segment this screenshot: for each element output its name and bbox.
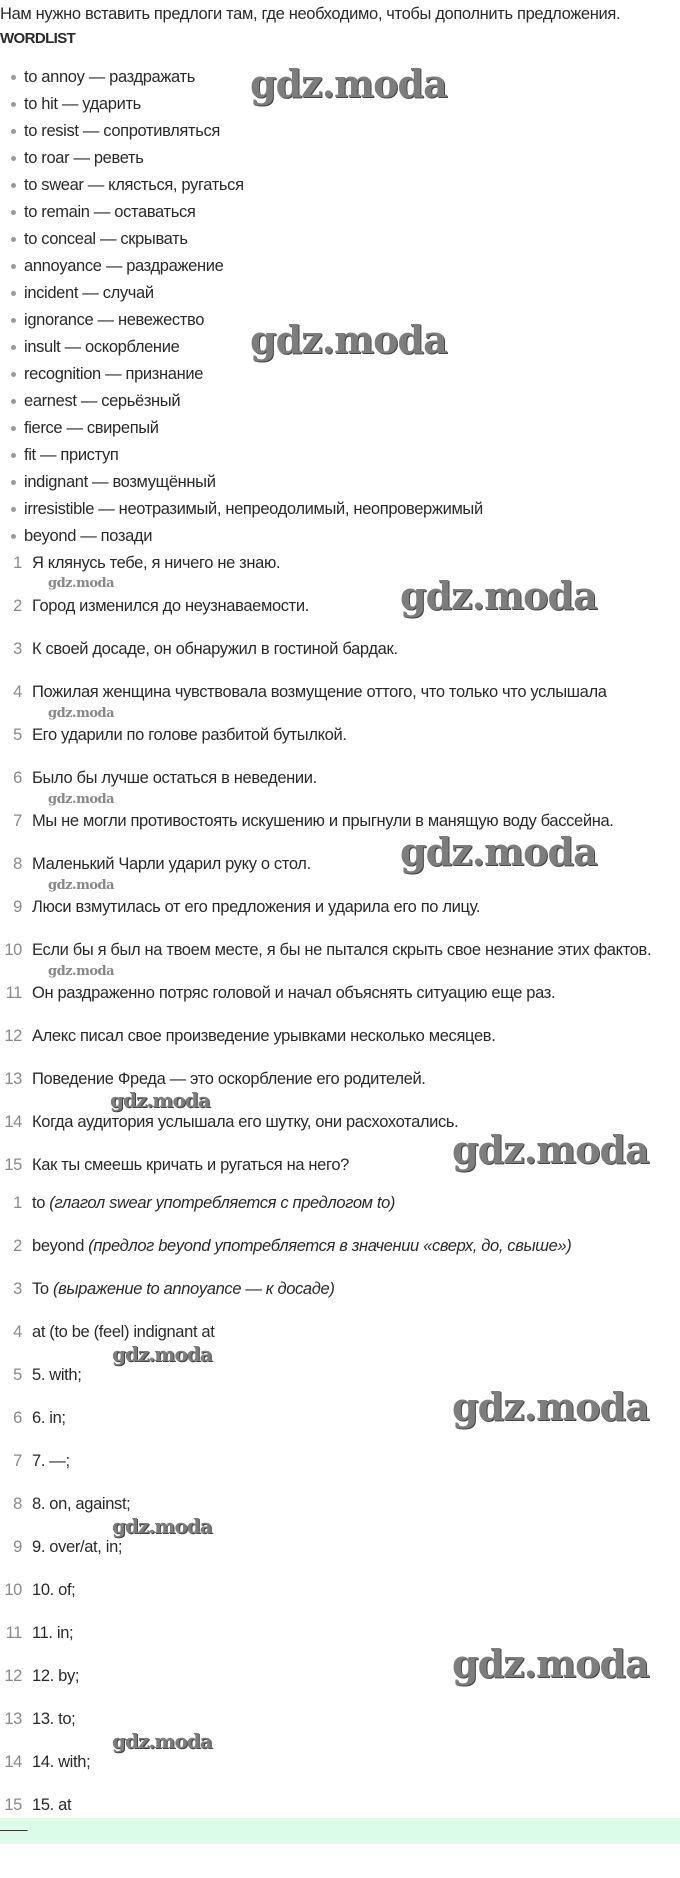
sentence-text: Город изменился до неузнаваемости. [32, 597, 309, 615]
answer-row [0, 1193, 680, 1213]
bullet-icon [11, 372, 16, 377]
bullet-icon [11, 291, 16, 296]
wordlist-item-text: ignorance — невежество [24, 311, 205, 329]
answer-text [32, 1795, 71, 1815]
wordlist-item-text: irresistible — неотразимый, непреодолимый, неопровержимый [24, 500, 483, 518]
watermark-logo: gdz.moda [48, 792, 115, 807]
sentence-number: 7 [13, 812, 22, 830]
watermark-logo: gdz.moda [250, 61, 447, 106]
answer-text [32, 1279, 335, 1299]
answer-text [32, 1408, 66, 1428]
bullet-icon [11, 345, 16, 350]
watermark-logo: gdz.moda [48, 964, 115, 979]
watermark-logo: gdz.moda [112, 1342, 212, 1366]
bullet-icon [11, 75, 16, 80]
bullet-icon [11, 237, 16, 242]
sentence-number: 6 [13, 769, 22, 787]
answer-number: 6 [13, 1409, 22, 1427]
sentence-text: Поведение Фреда — это оскорбление его родителей. [32, 1070, 426, 1088]
answer-text [32, 1752, 90, 1772]
wordlist-item-text: beyond — позади [24, 527, 153, 545]
wordlist-item-text: earnest — серьёзный [24, 392, 181, 410]
bullet-icon [11, 534, 16, 539]
answer-text [32, 1709, 75, 1729]
answer-number: 5 [13, 1366, 22, 1384]
watermark-logo: gdz.moda [48, 878, 115, 893]
answer-note: (предлог beyond употребляется в значении «сверх, до, свыше») [88, 1237, 572, 1255]
sentence-row [0, 682, 680, 702]
answer-row [0, 1494, 680, 1514]
sentence-text: Мы не могли противостоять искушению и прыгнули в манящую воду бассейна. [32, 812, 614, 830]
bullet-icon [11, 210, 16, 215]
bullet-icon [11, 426, 16, 431]
sentence-number: 5 [13, 726, 22, 744]
sentence-text: Пожилая женщина чувствовала возмущение оттого, что только что услышала [32, 683, 607, 701]
bullet-icon [11, 453, 16, 458]
bullet-icon [11, 507, 16, 512]
wordlist-item-text: to swear — клясться, ругаться [24, 176, 244, 194]
answer-row [0, 1236, 680, 1256]
wordlist-item-text: to conceal — скрывать [24, 230, 188, 248]
answer-value: To [32, 1280, 53, 1298]
sentence-text: К своей досаде, он обнаружил в гостиной бардак. [32, 640, 398, 658]
answer-value: 6. in; [32, 1409, 66, 1427]
wordlist-item-text: indignant — возмущённый [24, 473, 216, 491]
answer-number: 4 [13, 1323, 22, 1341]
sentence-number: 10 [4, 941, 22, 959]
answer-value: to [32, 1194, 50, 1212]
watermark-logo: gdz.moda [110, 1088, 210, 1112]
answer-row [0, 1451, 680, 1471]
answer-text [32, 1494, 130, 1514]
sentence-row [0, 725, 680, 745]
wordlist-item-text: fierce — свирепый [24, 419, 159, 437]
answer-number: 8 [13, 1495, 22, 1513]
answer-text [32, 1580, 75, 1600]
bullet-icon [11, 156, 16, 161]
wordlist-item-text: recognition — признание [24, 365, 204, 383]
sentence-row [0, 983, 680, 1003]
sentence-number: 2 [13, 597, 22, 615]
answer-row [0, 1623, 680, 1643]
intro-text: Нам нужно вставить предлоги там, где необходимо, чтобы дополнить предложения. [0, 5, 621, 23]
bullet-icon [11, 129, 16, 134]
wordlist-item-text: to remain — оставаться [24, 203, 196, 221]
answer-value: 12. by; [32, 1667, 80, 1685]
bullet-icon [11, 318, 16, 323]
answer-number: 7 [13, 1452, 22, 1470]
answer-value: 14. with; [32, 1753, 91, 1771]
sentence-number: 9 [13, 898, 22, 916]
watermark-logo: gdz.moda [250, 317, 447, 362]
sentence-row [0, 940, 680, 960]
sentence-text: Он раздраженно потряс головой и начал объяснять ситуацию еще раз. [32, 984, 556, 1002]
wordlist-item-text: insult — оскорбление [24, 338, 180, 356]
answer-value: 10. of; [32, 1581, 76, 1599]
wordlist-item-text: annoyance — раздражение [24, 257, 224, 275]
sentence-row [0, 897, 680, 917]
footer-dash: —— [0, 1821, 28, 1837]
answer-row [0, 1795, 680, 1815]
answer-text [32, 1322, 214, 1342]
answer-number: 14 [4, 1753, 22, 1771]
answer-row [0, 1709, 680, 1729]
watermark-logo: gdz.moda [48, 576, 115, 591]
answer-text [32, 1451, 70, 1471]
answer-number: 13 [4, 1710, 22, 1728]
watermark-logo: gdz.moda [48, 706, 115, 721]
sentence-number: 14 [4, 1113, 22, 1131]
wordlist-item-text: to annoy — раздражать [24, 68, 195, 86]
sentence-number: 15 [4, 1156, 22, 1174]
sentence-number: 8 [13, 855, 22, 873]
answer-text [32, 1666, 79, 1686]
bullet-icon [11, 399, 16, 404]
answer-note: (глагол swear употребляется с предлогом to) [49, 1194, 396, 1212]
watermark-logo: gdz.moda [400, 573, 597, 618]
answer-number: 3 [13, 1280, 22, 1298]
wordlist-item-text: to resist — сопротивляться [24, 122, 220, 140]
answer-value: 11. in; [32, 1624, 74, 1642]
sentence-number: 3 [13, 640, 22, 658]
answer-row [0, 1322, 680, 1342]
sentence-text: Люси взмутилась от его предложения и ударила его по лицу. [32, 898, 481, 916]
bullet-icon [11, 102, 16, 107]
answer-number: 1 [13, 1194, 22, 1212]
answer-text [32, 1193, 395, 1213]
sentence-number: 4 [13, 683, 22, 701]
answer-value: 13. to; [32, 1710, 76, 1728]
sentence-row [0, 1026, 680, 1046]
wordlist-item-text: to roar — реветь [24, 149, 144, 167]
answer-value: 8. on, against; [32, 1495, 131, 1513]
sentence-text: Маленький Чарли ударил руку о стол. [32, 855, 311, 873]
sentence-text: Когда аудитория услышала его шутку, они расхохотались. [32, 1113, 459, 1131]
sentence-number: 11 [5, 984, 22, 1002]
answer-note: (выражение to annoyance — к досаде) [52, 1280, 335, 1298]
answer-text [32, 1623, 73, 1643]
sentence-text: Как ты смеешь кричать и ругаться на него? [32, 1156, 349, 1174]
sentence-row [0, 639, 680, 659]
answer-number: 2 [13, 1237, 22, 1255]
sentence-text: Алекс писал свое произведение урывками несколько месяцев. [32, 1027, 496, 1045]
watermark-logo: gdz.moda [452, 1641, 649, 1686]
bullet-icon [11, 183, 16, 188]
sentence-text: Было бы лучше остаться в неведении. [32, 769, 317, 787]
answer-value: 15. at [32, 1796, 72, 1814]
answer-text [32, 1537, 122, 1557]
answer-row [0, 1365, 680, 1385]
answer-text [32, 1365, 81, 1385]
wordlist-item-text: incident — случай [24, 284, 154, 302]
answer-number: 12 [4, 1667, 22, 1685]
answer-value: beyond [32, 1237, 89, 1255]
sentence-number: 1 [13, 554, 22, 572]
answer-text [32, 1236, 571, 1256]
sentence-number: 12 [4, 1027, 22, 1045]
wordlist-item-text: fit — приступ [24, 446, 119, 464]
answer-row [0, 1580, 680, 1600]
sentence-row [0, 811, 680, 831]
footer-bar [0, 1818, 680, 1844]
answer-row [0, 1752, 680, 1772]
wordlist-title: WORDLIST [0, 30, 76, 47]
answer-value: 7. —; [32, 1452, 70, 1470]
answer-number: 10 [4, 1581, 22, 1599]
answer-row [0, 1279, 680, 1299]
watermark-logo: gdz.moda [112, 1514, 212, 1538]
answer-value: 9. over/at, in; [32, 1538, 123, 1556]
answer-value: 5. with; [32, 1366, 82, 1384]
answer-row [0, 1537, 680, 1557]
sentence-row [0, 768, 680, 788]
watermark-logo: gdz.moda [452, 1384, 649, 1429]
sentence-text: Если бы я был на твоем месте, я бы не пытался скрыть свое незнание этих фактов. [32, 941, 652, 959]
answer-number: 9 [13, 1538, 22, 1556]
wordlist-item-text: to hit — ударить [24, 95, 141, 113]
bullet-icon [11, 264, 16, 269]
answer-value: at (to be (feel) indignant at [32, 1323, 215, 1341]
sentence-text: Я клянусь тебе, я ничего не знаю. [32, 554, 281, 572]
answer-number: 15 [4, 1796, 22, 1814]
answer-number: 11 [5, 1624, 22, 1642]
watermark-logo: gdz.moda [112, 1729, 212, 1753]
sentence-row [0, 553, 680, 573]
sentence-number: 13 [4, 1070, 22, 1088]
watermark-logo: gdz.moda [400, 829, 597, 874]
bullet-icon [11, 480, 16, 485]
sentence-row [0, 1069, 680, 1089]
watermark-logo: gdz.moda [452, 1127, 649, 1172]
sentence-text: Его ударили по голове разбитой бутылкой. [32, 726, 347, 744]
